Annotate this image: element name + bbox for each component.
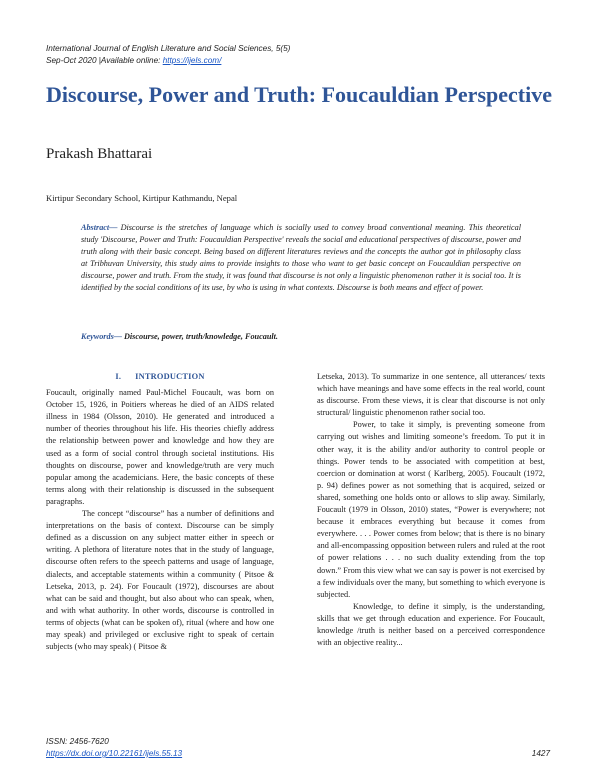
keywords-label: Keywords— <box>81 332 122 341</box>
page-footer <box>46 736 566 760</box>
doi-link[interactable]: https://dx.doi.org/10.22161/ijels.55.13 <box>46 749 183 758</box>
issn: ISSN: 2456-7620 <box>46 737 109 746</box>
journal-link[interactable]: https://ijels.com/ <box>162 56 222 65</box>
journal-name: International Journal of English Literature and Social Sciences, 5(5) <box>46 44 291 53</box>
section-number: I. <box>115 372 122 381</box>
page-number: 1427 <box>531 749 550 758</box>
keywords <box>81 331 521 343</box>
section-heading <box>46 371 274 383</box>
issue-line <box>46 55 566 67</box>
paper-title: Discourse, Power and Truth: Foucauldian Perspective <box>46 82 552 107</box>
body-paragraph: Knowledge, to define it simply, is the understanding, skills that we get through education and experience. For Foucault, knowledge /truth is neither based on a perceived correspondence with an objective reality... <box>317 601 545 648</box>
keywords-text: Discourse, power, truth/knowledge, Foucault. <box>123 332 278 341</box>
body-paragraph: Letseka, 2013). To summarize in one sentence, all utterances/ texts which have meanings and have some effects in the real world, count as discourse. From these views, it is clear that discourse is not only structural/ linguistic phenomenon rather social too. <box>317 372 545 418</box>
section-title: INTRODUCTION <box>135 372 205 381</box>
right-column <box>317 371 545 649</box>
abstract-label: Abstract— <box>81 223 118 232</box>
issue-info: Sep-Oct 2020 |Available online: <box>46 56 163 65</box>
left-column <box>46 371 274 653</box>
author-affiliation: Kirtipur Secondary School, Kirtipur Kathmandu, Nepal <box>46 193 238 203</box>
body-paragraph: The concept “discourse” has a number of definitions and interpretations on the basis of context. Discourse can be simply defined as a discussion on any subject matter either in speech or writing. A plethora of literature notes that in the study of language, discourse often refers to the speech patterns and usage of language, dialects, and acceptable statements within a community ( Pitsoe & Letseka, 2013, p. 24). For Foucault (1972), discourses are about what can be said and thought, but also about who can speak, when, and with what authority. In other words, discourse is controlled in terms of objects (what can be spoken of), ritual (where and how one may speak) and privileged or exclusive right to speak of certain subjects (who may speak) ( Pitsoe & <box>46 509 274 652</box>
journal-header <box>46 43 566 67</box>
author-name: Prakash Bhattarai <box>46 146 153 162</box>
body-paragraph: Foucault, originally named Paul-Michel Foucault, was born on October 15, 1926, in Poitiers whereas he died of an AIDS related illness in 1984 (Olsson, 2010). He generated and introduced a number of theories throughout his life. His theories chiefly address the relationship between power and knowledge and how they are used as a form of social control through societal institutions. His thoughts on discourse, power and knowledge/truth are very much popular among the academicians. Here, the basic concepts of these terms along with their relationship is discussed in the subsequent paragraphs. <box>46 388 274 506</box>
abstract <box>81 222 521 295</box>
body-paragraph: Power, to take it simply, is preventing someone from carrying out wishes and limiting someone’s freedom. To put it in other way, it is the ability and/or authority to control people or things. Power tends to be associated with competition at best, coercion or domination at worst ( Karlberg, 2005). Foucault (1972, p. 94) defines power as not something that is acquired, seized or shared, something one holds onto or allows to slip away. Similarly, Foucault (1979 in Olsson, 2010) states, “Power is everywhere; not because it embraces everything but because it comes from everywhere. . . . Power comes from below; that is there is no binary and all-encompassing opposition between rulers and ruled at the root of power relations . . . no such duality extending from the top down.” From this view what we can say is power is not exercised by a few individuals over the many, but something to which everyone is subjected. <box>317 420 545 599</box>
abstract-text: Discourse is the stretches of language which is socially used to convey broad conventional meaning. This theoretical study 'Discourse, Power and Truth: Foucauldian Perspective' reveals the social and educational perspectives of discourse, power and truth along with their basic concept. Being based on different literatures reviews and the concepts the author got in philosophy class at Tribhuvan University, this study aims to provide insights to those who want to get basic concept on Foucauldian perspective on discourse, power and truth. From the study, it was found that discourse is not only a linguistic phenomenon rather it is social too. It is identified by the social conditions of its use, by who is using in what contexts. Discourse is both means and effect of power. <box>81 223 521 293</box>
